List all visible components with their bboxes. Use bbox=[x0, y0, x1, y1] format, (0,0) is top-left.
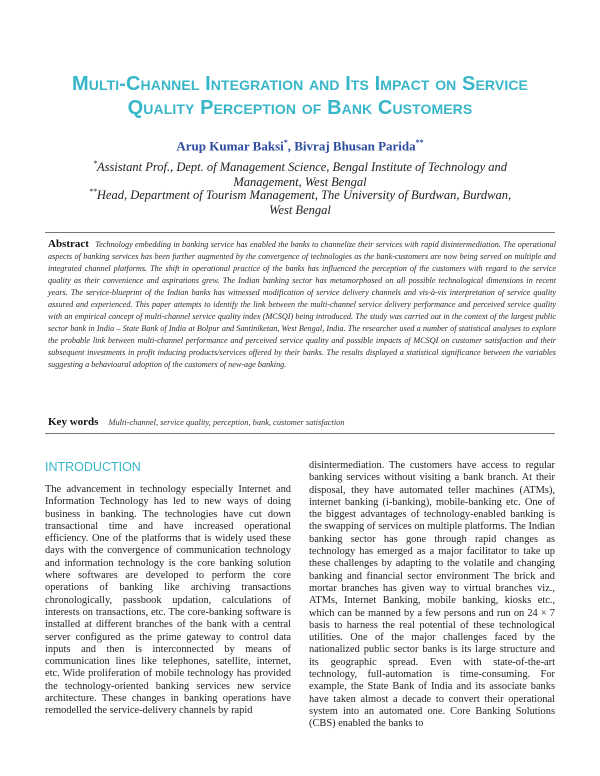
affiliation bbox=[80, 184, 520, 218]
abstract-top-divider bbox=[45, 232, 555, 233]
paper-title: Multi-Channel Integration and Its Impact on Service Quality Perception of Bank Customers bbox=[72, 73, 528, 119]
paragraph: The advancement in technology especially Internet and Information Technology has led to new ways of doing business in banking. The technologies have cut down transactional time and have increased operational efficiency. One of the platforms that is widely used these days with the convergence of communication technology and information technology is the core banking solution where softwares are developed to perform the core operations of banking like archiving transactions chronologically, passbook updation, calculations of interests on transactions, etc. The core-banking software is installed at different branches of the bank with a central server configured as the prime gateway to control data inputs and then is interconnected by means of communication lines like telephones, satellite, internet, etc. Wide proliferation of mobile technology has provided the technology-oriented banking services new service architecture. These changes in banking operations have remodelled the service-delivery channels by rapid bbox=[45, 484, 291, 717]
affiliation-mark: ** bbox=[88, 187, 97, 196]
body-column-left bbox=[45, 484, 291, 718]
author-name: Bivraj Bhusan Parida bbox=[294, 138, 416, 154]
author-mark: * bbox=[283, 138, 288, 147]
author-name: Arup Kumar Baksi bbox=[176, 138, 284, 154]
author-mark: ** bbox=[415, 138, 424, 147]
keywords-block bbox=[48, 416, 556, 428]
section-heading: INTRODUCTION bbox=[45, 460, 141, 474]
authors-line bbox=[40, 138, 560, 154]
body-column-right bbox=[309, 460, 555, 731]
keywords-text: Multi-channel, service quality, perception, bank, customer satisfaction bbox=[108, 418, 345, 427]
affiliation-text: Assistant Prof., Dept. of Management Science, Bengal Institute of Technology and Management, West Bengal bbox=[96, 160, 508, 190]
abstract-label: Abstract bbox=[48, 238, 89, 250]
author-separator: , bbox=[287, 138, 295, 154]
abstract-block bbox=[48, 238, 556, 371]
affiliation-mark: * bbox=[92, 159, 97, 168]
keywords-label: Key words bbox=[48, 416, 99, 428]
paragraph: disintermediation. The customers have access to regular banking services without visiting a bank branch. At their disposal, they have automated teller machines (ATMs), internet banking (i-banking), mobile-banking etc. One of the biggest advantages of technology-enabled banking is the swapping of services on multiple platforms. The Indian banking sector has gone through rapid changes as technology has emerged as a major facilitator to take up these challenges by adapting to the volatile and changing banking and financial sector environment The brick and mortar branches has given way to virtual branches viz., ATMs, Internet Banking, mobile banking, kiosks etc., which can be manned by a few persons and run on 24 × 7 basis to harness the real potential of these technological utilities. One of the major challenges faced by the nationalized public sector banks is its large structure and its geographic spread. Even with state-of-the-art technology, full-automation is time-consuming. For example, the State Bank of India and its associate banks have taken almost a decade to convert their operational system into an automated one. Core Banking Solutions (CBS) enabled the banks to bbox=[309, 460, 555, 730]
abstract-bottom-divider bbox=[45, 433, 555, 434]
abstract-text: Technology embedding in banking service has enabled the banks to channelize their services with rapid disintermediation. The operational aspects of banking services has been further augmented by the convergence of technologies as the bank-customers are now being served on multiple and integrated channel platforms. The shift in operational practice of the banks has influenced the perception of the customers with regard to the service quality as their convenience and aspirations grew. The Indian banking sector has metamorphosed on all possible technological dimensions in recent years. The service-blueprint of the Indian banks has witnessed modification of service delivery channels and vis-à-vis interpretation of service quality assured and experienced. This paper attempts to identify the link between the multi-channel service delivery performance and perceived service quality with an empirical concept of multi-channel service quality index (MCSQI) being introduced. The study was carried out in the context of the largest public sector bank in India – State Bank of India at Bolpur and Santiniketan, West Bengal, India. The researcher used a number of statistical analyses to explore the probable link between multi-channel performance and perceived service quality and possible impacts of MCSQI on customer satisfaction and their subsequent investments in profit inducing products/services offered by their banks. The results displayed a statistical significance between the variables suggesting a behavioural adoption of the customers of new-age banking. bbox=[48, 240, 557, 369]
affiliation-text: Head, Department of Tourism Management, The University of Burdwan, Burdwan, West Bengal bbox=[96, 188, 512, 218]
